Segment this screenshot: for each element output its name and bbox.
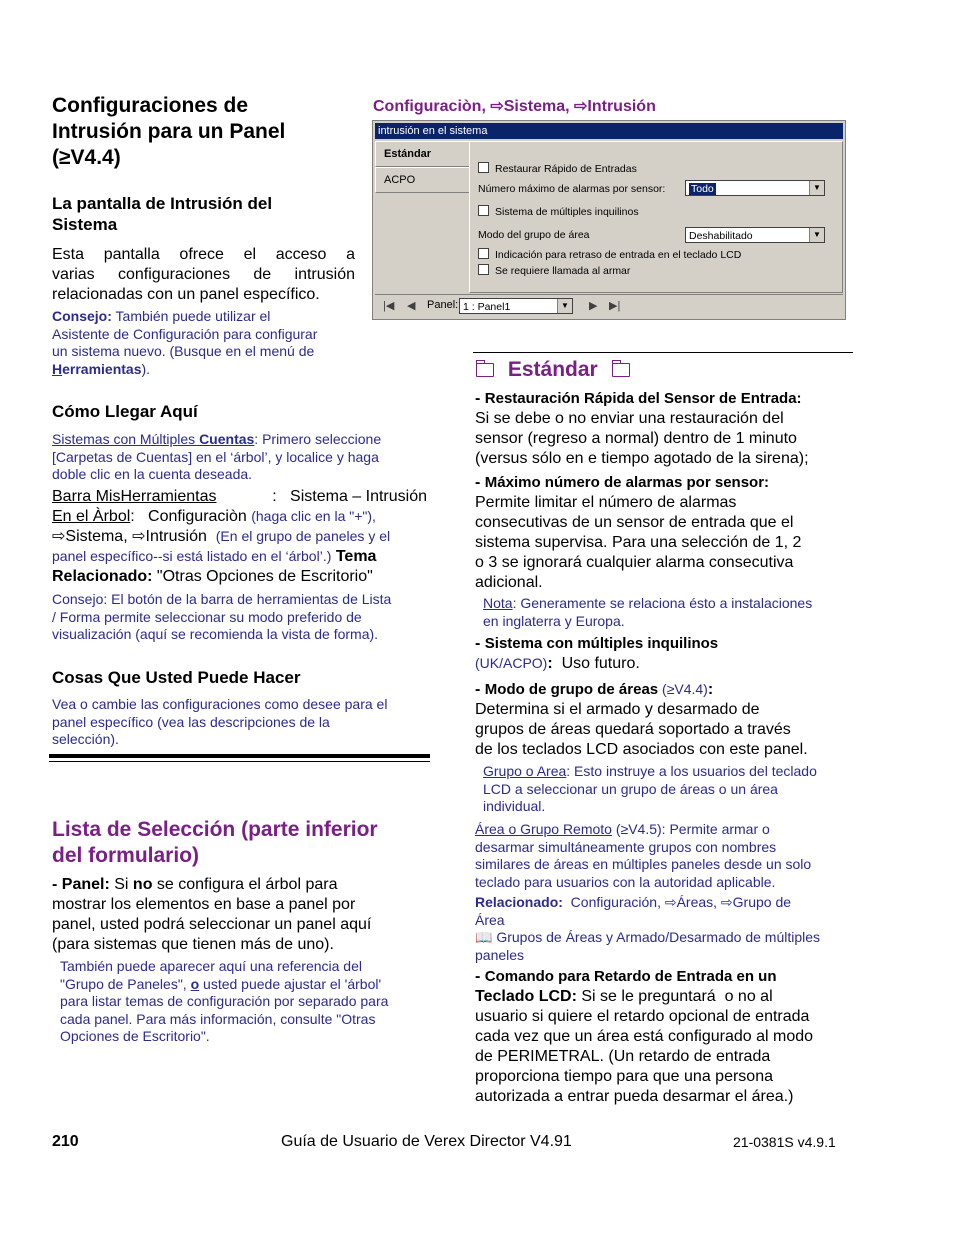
option-row[interactable] (478, 161, 637, 177)
tip-text: ). (141, 360, 151, 377)
option-label: Se requiere llamada al armar (495, 265, 631, 277)
tip-text: Asistente de Configuración para configurar (52, 325, 318, 342)
multi-accounts-link-bold[interactable]: Cuentas (199, 431, 255, 447)
area-group-note (483, 763, 853, 816)
dash: - (475, 474, 485, 491)
related-text: "Otras Opciones de Escritorio" (152, 568, 373, 585)
note-text[interactable]: Grupos de Áreas y Armado/Desarmado de múltiples (492, 929, 821, 945)
tip-box (52, 308, 362, 378)
book-icon: 📖 (475, 929, 493, 945)
page-title (52, 93, 285, 171)
tree-link[interactable]: En el Àrbol (52, 508, 131, 525)
panel-text: Si (109, 876, 133, 893)
settings-panel (469, 141, 843, 293)
note-text: : Primero seleccione (254, 431, 382, 447)
area-group-select[interactable] (685, 227, 825, 243)
panel-emphasis: no (132, 876, 153, 893)
tip-label: Consejo: (52, 308, 112, 324)
list-heading (52, 817, 378, 869)
note-text: paneles (475, 946, 525, 963)
guide-title: Guía de Usuario de Verex Director V4.91 (281, 1133, 572, 1150)
note-text: teclado para usuarios con la autoridad aplicable. (475, 873, 776, 890)
item-max-alarms (475, 473, 850, 593)
panel-item (52, 875, 412, 955)
related-label: Relacionado: (475, 894, 563, 910)
page-number: 210 (52, 1133, 79, 1150)
note-text: También puede aparecer aquí una referencia del (60, 958, 362, 974)
path-text: : Configuraciòn (130, 508, 252, 525)
related-label: Tema (335, 548, 377, 565)
title-line: Configuraciones de (52, 94, 249, 117)
note-text: Área (475, 911, 505, 928)
tab-list (375, 141, 469, 193)
note-text: cada panel. Para más información, consulte "Otras (60, 1010, 376, 1027)
intrusion-screenshot (372, 120, 846, 320)
checkbox[interactable] (478, 248, 489, 259)
text-line: varias configuraciones de intrusión (52, 266, 355, 283)
checkbox[interactable] (478, 205, 489, 216)
note-link[interactable]: Grupo o Area (483, 763, 567, 779)
item-text: Uso futuro. (552, 655, 640, 672)
max-alarms-select[interactable] (685, 180, 825, 196)
panel-text: se configura el árbol para (152, 876, 338, 893)
text-line: Esta pantalla ofrece el acceso a (52, 246, 355, 263)
version-tag: (≥V4.5) (611, 821, 662, 837)
path-text: Intrusión (145, 528, 216, 545)
option-label: Número máximo de alarmas por sensor: (478, 183, 666, 195)
dash: - (475, 635, 485, 652)
note-link[interactable]: Área o Grupo Remoto (475, 821, 612, 837)
title-line: (≥V4.4) (52, 146, 121, 169)
note-emphasis: o (190, 975, 200, 992)
panel-navigator (375, 294, 843, 317)
note-text: para listar temas de configuración por separado para (60, 993, 389, 1009)
dash: - (475, 681, 485, 698)
option-label: Sistema de múltiples inquilinos (495, 206, 639, 218)
item-text: : (547, 655, 553, 672)
estandar-heading (476, 357, 630, 383)
note-text: en inglaterra y Europa. (483, 612, 625, 629)
multi-accounts-note (52, 431, 422, 484)
tip-text: visualización (aquí se recomienda la vista de forma). (52, 626, 379, 642)
item-text: sistema supervisa. Para una selección de 1, 2 (475, 534, 802, 551)
menu-name: erramientas (62, 360, 142, 377)
item-area-group (475, 680, 850, 760)
section-divider (473, 352, 853, 353)
item-title: Restauración Rápida del Sensor de Entrada: (484, 390, 802, 407)
item-text: Permite limitar el número de alarmas (475, 494, 737, 511)
section-divider (49, 761, 430, 762)
item-text: (versus sólo en e tiempo agotado de la sirena); (475, 450, 809, 467)
first-record-icon[interactable]: |◀ (383, 300, 395, 312)
multi-accounts-link[interactable]: Sistemas con Múltiples (52, 431, 200, 447)
item-text: o 3 se ignorará cualquier alarma consecutiva (475, 554, 794, 571)
cando-line: Vea o cambie las configuraciones como desee para el (52, 696, 388, 712)
remote-group-note (475, 821, 853, 891)
heading-text: Estándar (507, 358, 598, 381)
folder-icon (612, 363, 630, 377)
note-text: : Generamente se relaciona ésto a instalaciones (512, 595, 813, 611)
item-text: Determina si el armado y desarmado de (475, 701, 760, 718)
item-text: sensor (regreso a normal) dentro de 1 minuto (475, 430, 797, 447)
select-value: 1 : Panel1 (463, 301, 511, 313)
item-title: Modo de grupo de áreas (484, 681, 659, 698)
panel-label: Panel: (61, 876, 110, 893)
cando-heading: Cosas Que Usted Puede Hacer (52, 668, 301, 687)
note-text: doble clic en la cuenta deseada. (52, 466, 253, 482)
note-text: individual. (483, 798, 546, 814)
item-text: de los teclados LCD asociados con este panel. (475, 741, 808, 758)
path-text: Sistema, (65, 528, 133, 545)
panel-text: panel, usted podrá seleccionar un panel aquí (52, 916, 372, 933)
checkbox[interactable] (478, 264, 489, 275)
select-value: Todo (691, 183, 714, 195)
cando-line: panel específico (vea las descripciones de la (52, 713, 330, 730)
path-hint: (En el grupo de paneles y el (215, 528, 391, 544)
checkbox[interactable] (478, 162, 489, 173)
note-text: : Permite armar o (661, 821, 770, 837)
folder-icon (476, 363, 494, 377)
tip-text: Consejo: El botón de la barra de herramientas de Lista (52, 591, 392, 607)
last-record-icon[interactable]: ▶| (609, 300, 621, 312)
prev-record-icon[interactable]: ◀ (407, 300, 416, 312)
path-text: : Sistema – Intrusión (272, 488, 427, 505)
path-hint: (haga clic en la "+"), (251, 508, 376, 524)
cando-text (52, 696, 427, 749)
note-text: LCD a seleccionar un grupo de áreas o un área (483, 780, 778, 797)
chevron-down-icon[interactable]: ▼ (557, 299, 572, 313)
item-text: autorizada a entrar pueda desarmar el área.) (475, 1088, 794, 1105)
dash: - (475, 968, 485, 985)
item-text: Si se le preguntará o no al (576, 988, 773, 1005)
note-text: Opciones de Escritorio". (60, 1028, 210, 1044)
note-text: usted puede ajustar el 'árbol' (199, 975, 382, 992)
dash: - (475, 390, 485, 407)
tip-text: un sistema nuevo. (Busque en el menú de (52, 343, 315, 359)
item-text: consecutivas de un sensor de entrada que el (475, 514, 794, 531)
dash: - (52, 876, 62, 893)
arrow-icon: ⇨ (52, 528, 66, 545)
item-title: Teclado LCD: (475, 988, 577, 1005)
item-title: Sistema con múltiples inquilinos (484, 635, 719, 652)
version-tag: (≥V4.4) (658, 681, 708, 697)
heading-line: del formulario) (52, 844, 200, 867)
note-text: similares de áreas en múltiples paneles desde un solo (475, 856, 812, 872)
path-hint: panel específico--si está listado en el ‘árbol’.) (52, 548, 332, 564)
item-text: adicional. (475, 574, 543, 591)
option-label: Restaurar Rápido de Entradas (495, 163, 637, 175)
doc-number: 21-0381S v4.9.1 (733, 1134, 836, 1150)
option-row[interactable] (478, 247, 741, 263)
panel-nav-label: Panel: (427, 299, 459, 311)
item-tag: (UK/ACPO) (475, 655, 548, 671)
item-text: cada vez que un área está configurado al modo (475, 1028, 814, 1045)
text-line: relacionadas con un panel específico. (52, 286, 320, 303)
tip2-box (52, 591, 427, 644)
title-line: Intrusión para un Panel (52, 120, 286, 143)
related-note (475, 894, 853, 964)
intro-paragraph (52, 245, 355, 305)
option-row[interactable] (478, 204, 639, 220)
tip-text: / Forma permite seleccionar su modo preferido de (52, 608, 362, 625)
item-title: Máximo número de alarmas por sensor: (484, 474, 770, 491)
option-label: Indicación para retraso de entrada en el teclado LCD (495, 249, 742, 261)
howto-heading: Cómo Llegar Aquí (52, 402, 198, 421)
window-title: intrusión en el sistema (375, 123, 843, 139)
tip-text: También puede utilizar el (111, 308, 271, 324)
config-path-heading: Configuraciòn, ⇨Sistema, ⇨Intrusión (373, 98, 656, 115)
related-label: Relacionado: (52, 568, 153, 585)
item-restore (475, 389, 850, 469)
heading-line: Sistema (52, 215, 118, 234)
note-text: "Grupo de Paneles", (60, 975, 191, 992)
note-link[interactable]: Nota (483, 595, 513, 611)
panel-select[interactable] (459, 298, 573, 314)
tab-estandar[interactable]: Estándar (375, 141, 469, 167)
section-divider (49, 754, 430, 758)
item-title: Comando para Retardo de Entrada en un (484, 968, 777, 985)
toolbar-link[interactable]: Barra MisHerramientas (52, 488, 217, 505)
item-entry-delay (475, 967, 853, 1107)
panel-text: (para sistemas que tienen más de uno). (52, 936, 334, 953)
navigation-paths (52, 487, 427, 587)
panel-text: mostrar los elementos en base a panel por (52, 896, 356, 913)
item-text: usuario si quiere el retardo opcional de entrada (475, 1008, 810, 1025)
item-text: de PERIMETRAL. (Un retardo de entrada (475, 1048, 771, 1065)
next-record-icon[interactable]: ▶ (589, 300, 598, 312)
option-row[interactable] (478, 263, 630, 279)
note-text: : Esto instruye a los usuarios del teclado (566, 763, 817, 779)
item-text: : (707, 681, 714, 698)
panel-note (60, 958, 425, 1046)
item-text: grupos de áreas quedará soportado a través (475, 721, 791, 738)
item-text: Si se debe o no enviar una restauración del (475, 410, 784, 427)
max-alarms-note (483, 595, 853, 630)
cando-line: selección). (52, 731, 119, 747)
menu-hotkey: H (52, 360, 63, 377)
tab-acpo[interactable]: ACPO (375, 167, 469, 193)
item-multi-tenant (475, 634, 850, 674)
select-value: Deshabilitado (689, 230, 753, 242)
item-text: proporciona tiempo para que una persona (475, 1068, 773, 1085)
option-label: Modo del grupo de área (478, 229, 590, 241)
note-text: Configuración, ⇨Áreas, ⇨Grupo de (562, 894, 792, 910)
chevron-down-icon[interactable]: ▼ (809, 228, 824, 242)
screen-heading (52, 193, 272, 235)
note-text: [Carpetas de Cuentas] en el ‘árbol’, y localice y haga (52, 448, 379, 465)
chevron-down-icon[interactable]: ▼ (809, 181, 824, 195)
note-text: desarmar simultáneamente grupos con nombres (475, 838, 777, 855)
arrow-icon: ⇨ (132, 528, 146, 545)
heading-line: Lista de Selección (parte inferior (52, 818, 378, 841)
heading-line: La pantalla de Intrusión del (52, 194, 273, 213)
